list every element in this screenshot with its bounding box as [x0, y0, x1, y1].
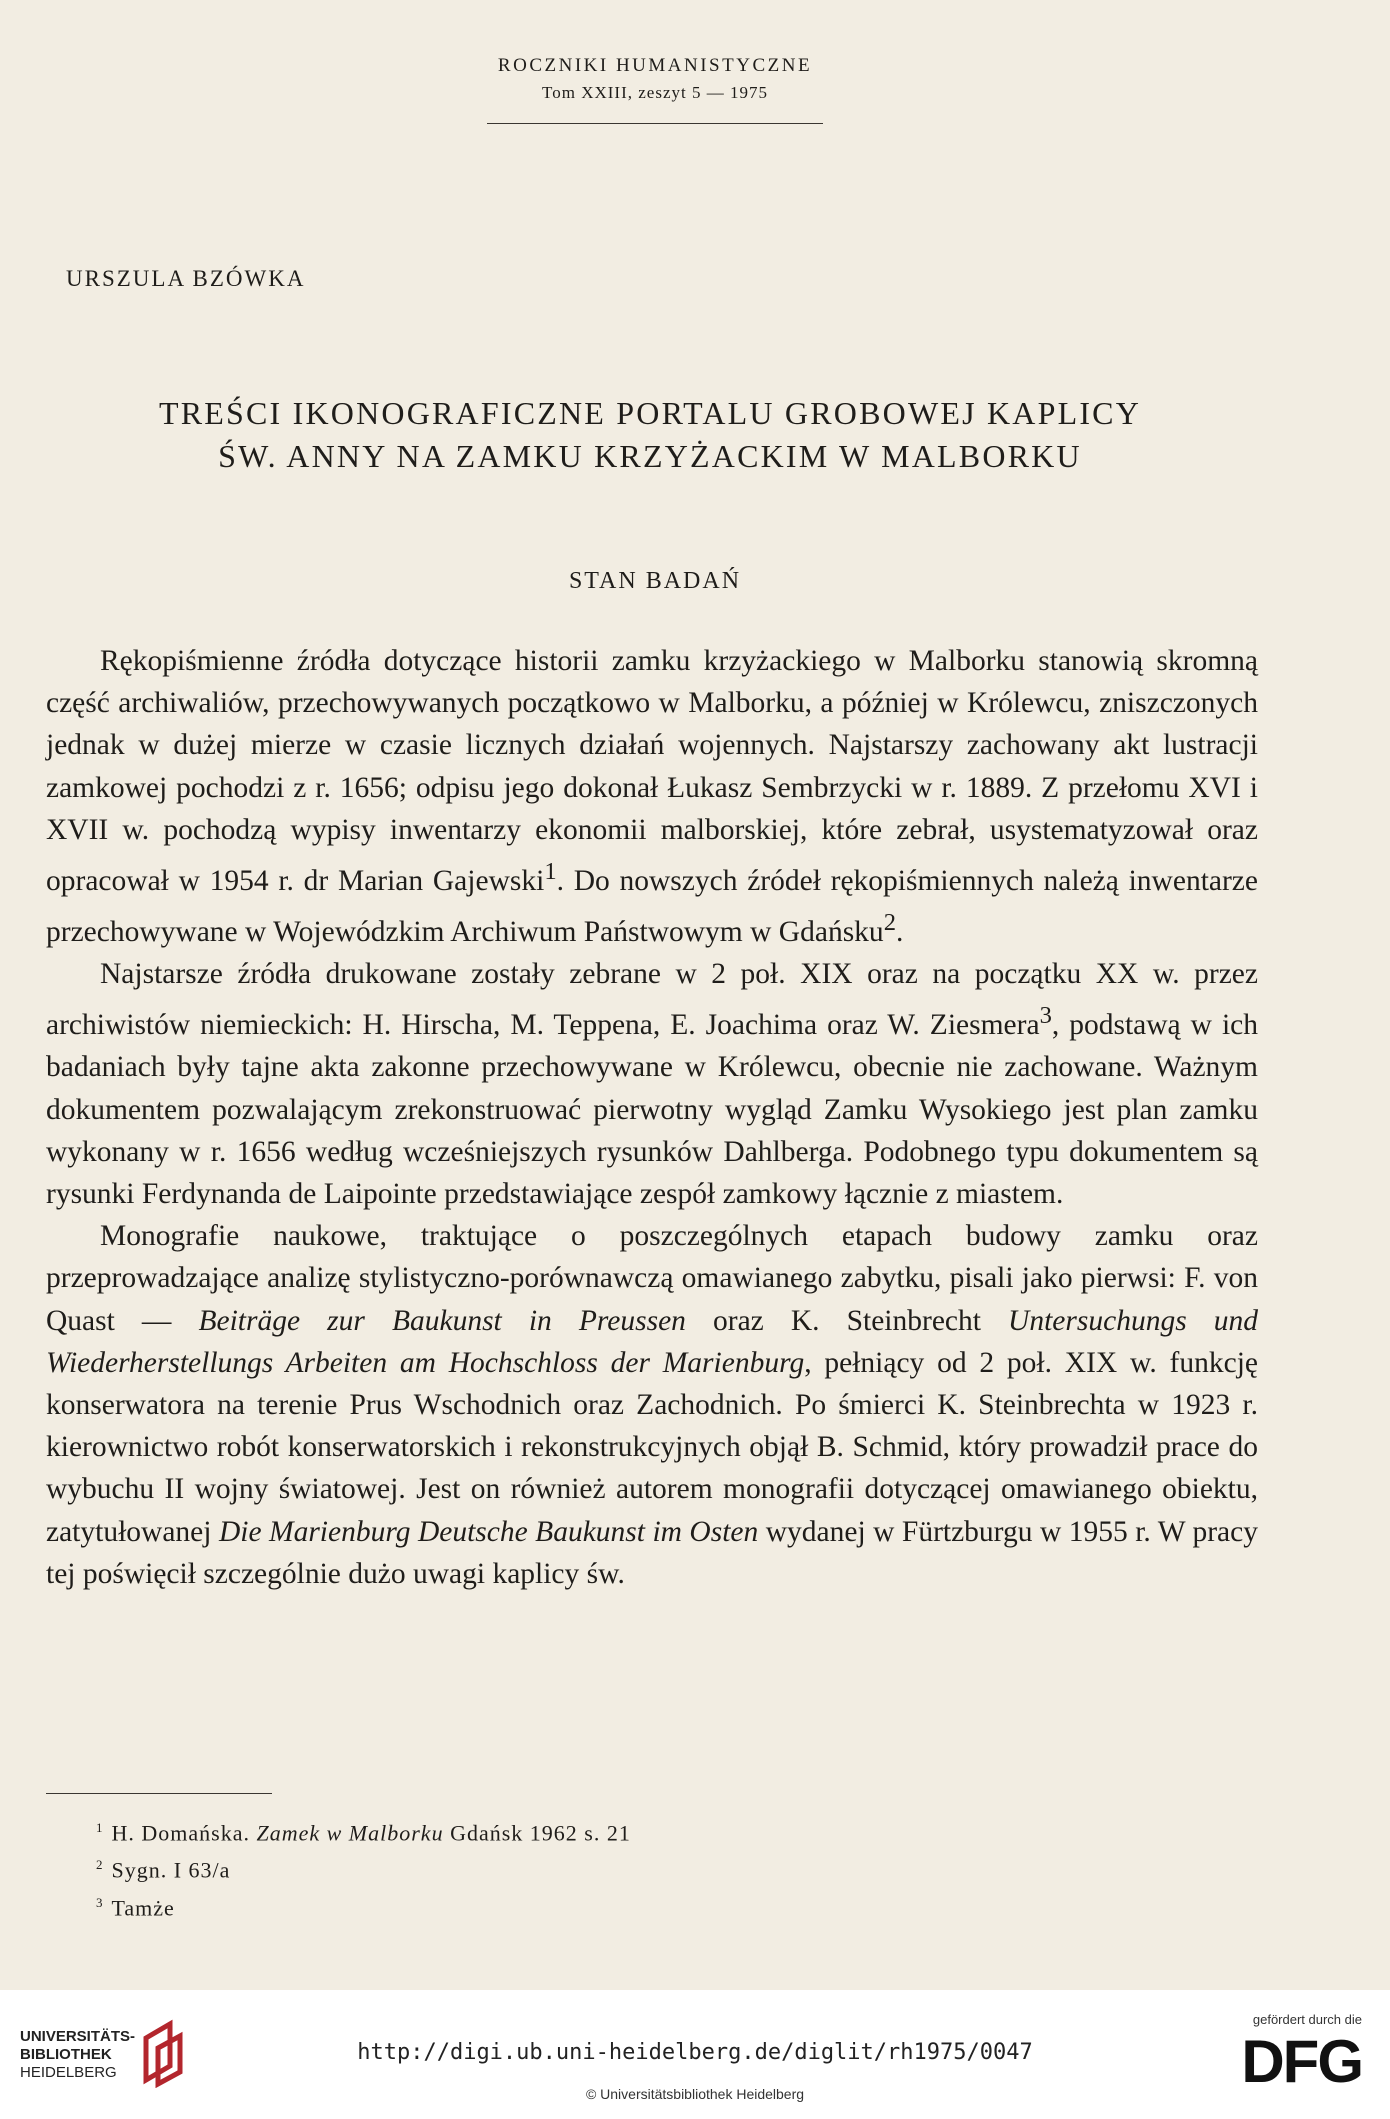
work-title: Die Marienburg Deutsche Baukunst im Osten — [218, 1515, 759, 1548]
library-logo-text: UNIVERSITÄTS- BIBLIOTHEK HEIDELBERG — [20, 2028, 136, 2081]
title-line-1: TREŚCI IKONOGRAFICZNE PORTALU GROBOWEJ KAPLICY — [158, 395, 1142, 431]
section-heading: STAN BADAŃ — [568, 568, 742, 594]
work-title: Untersuchungs und Wiederherstellungs Arbeiten am Hochschloss der Marienburg — [46, 1304, 1259, 1379]
footnote: $^1$ H. Domańska. Zamek w Malborku Gdańsk 1962 s. 21 — [96, 1820, 631, 1846]
copyright-notice: © Universitätsbibliothek Heidelberg — [585, 2086, 805, 2102]
paragraph-1: Rękopiśmienne źródła dotyczące historii zamku krzyżackiego w Malborku stanowią skromną część archiwaliów, przechowywanych początkowo w Malborku, a później w Królewcu, zniszczonych jednak w dużej mierze w czasie licznych działań wojennych. Najstarszy zachowany akt lustracji zamkowej pochodzi z r. 1656; odpisu jego dokonał Łukasz Sembrzycki w r. 1889. Z przełomu XVI i XVII w. pochodzą wypisy inwentarzy ekonomii malborskiej, które zebrał, usystematyzował oraz opracował w 1954 r. dr Marian Gajewski$^1$. Do nowszych źródeł rękopiśmiennych należą inwentarze przechowywane w Wojewódzkim Archiwum Państwowym w Gdańsku$^2$. — [46, 645, 1258, 948]
article-body — [46, 640, 1258, 1595]
paragraph-3: Monografie naukowe, traktujące o poszczególnych etapach budowy zamku oraz przeprowadzające analizę stylistyczno-porównawczą omawianego zabytku, pisali jako pierwsi: F. von Quast — Beiträge zur Baukunst in Preussen oraz K. Steinbrecht Untersuchungs und Wiederherstellungs Arbeiten am Hochschloss der Marienburg, pełniący od 2 poł. XIX w. funkcję konserwatora na terenie Prus Wschodnich oraz Zachodnich. Po śmierci K. Steinbrechta w 1923 r. kierownictwo robót konserwatorskich i rekonstrukcyjnych objął B. Schmid, który prowadził prace do wybuchu II wojny światowej. Jest on również autorem monografii dotyczącej omawianego obiektu, zatytułowanej Die Marienburg Deutsche Baukunst im Osten wydanej w Fürtzburgu w 1955 r. W pracy tej poświęcił szczególnie dużo uwagi kaplicy św. — [46, 1220, 1259, 1590]
article-title — [100, 392, 1200, 478]
footnote: $^2$ Sygn. I 63/a — [96, 1857, 231, 1883]
footnote-ref: 3 — [1039, 1002, 1052, 1030]
header-rule — [487, 123, 823, 124]
footnote: $^3$ Tamże — [96, 1894, 175, 1920]
footnote-ref: 1 — [544, 858, 557, 886]
work-title: Beiträge zur Baukunst in Preussen — [198, 1304, 686, 1337]
dfg-logo: DFG — [1241, 2028, 1362, 2095]
title-line-2: ŚW. ANNY NA ZAMKU KRZYŻACKIM W MALBORKU — [218, 438, 1082, 474]
permalink-url[interactable]: http://digi.ub.uni-heidelberg.de/diglit/rh1975/0047 — [357, 2040, 1033, 2065]
funding-note: gefördert durch die — [1252, 2012, 1362, 2027]
journal-name: ROCZNIKI HUMANISTYCZNE — [497, 55, 813, 76]
paragraph-2: Najstarsze źródła drukowane zostały zebrane w 2 poł. XIX oraz na początku XX w. przez archiwistów niemieckich: H. Hirscha, M. Teppena, E. Joachima oraz W. Ziesmera$^3$, podstawą w ich badaniach były tajne akta zakonne przechowywane w Królewcu, obecnie nie zachowane. Ważnym dokumentem pozwalającym zrekonstruować pierwotny wygląd Zamku Wysokiego jest plan zamku wykonany w r. 1656 według wcześniejszych rysunków Dahlberga. Podobnego typu dokumentem są rysunki Ferdynanda de Laipointe przedstawiające zespół zamkowy łącznie z miastem. — [46, 958, 1258, 1210]
footnote-ref: 2 — [883, 909, 896, 937]
footnote-rule — [46, 1793, 272, 1794]
journal-issue: Tom XXIII, zeszyt 5 — 1975 — [542, 83, 768, 102]
journal-header — [0, 52, 1310, 106]
author-name: URSZULA BZÓWKA — [66, 266, 306, 291]
viewer-footer — [0, 1990, 1390, 2119]
footnotes — [96, 1812, 631, 1924]
